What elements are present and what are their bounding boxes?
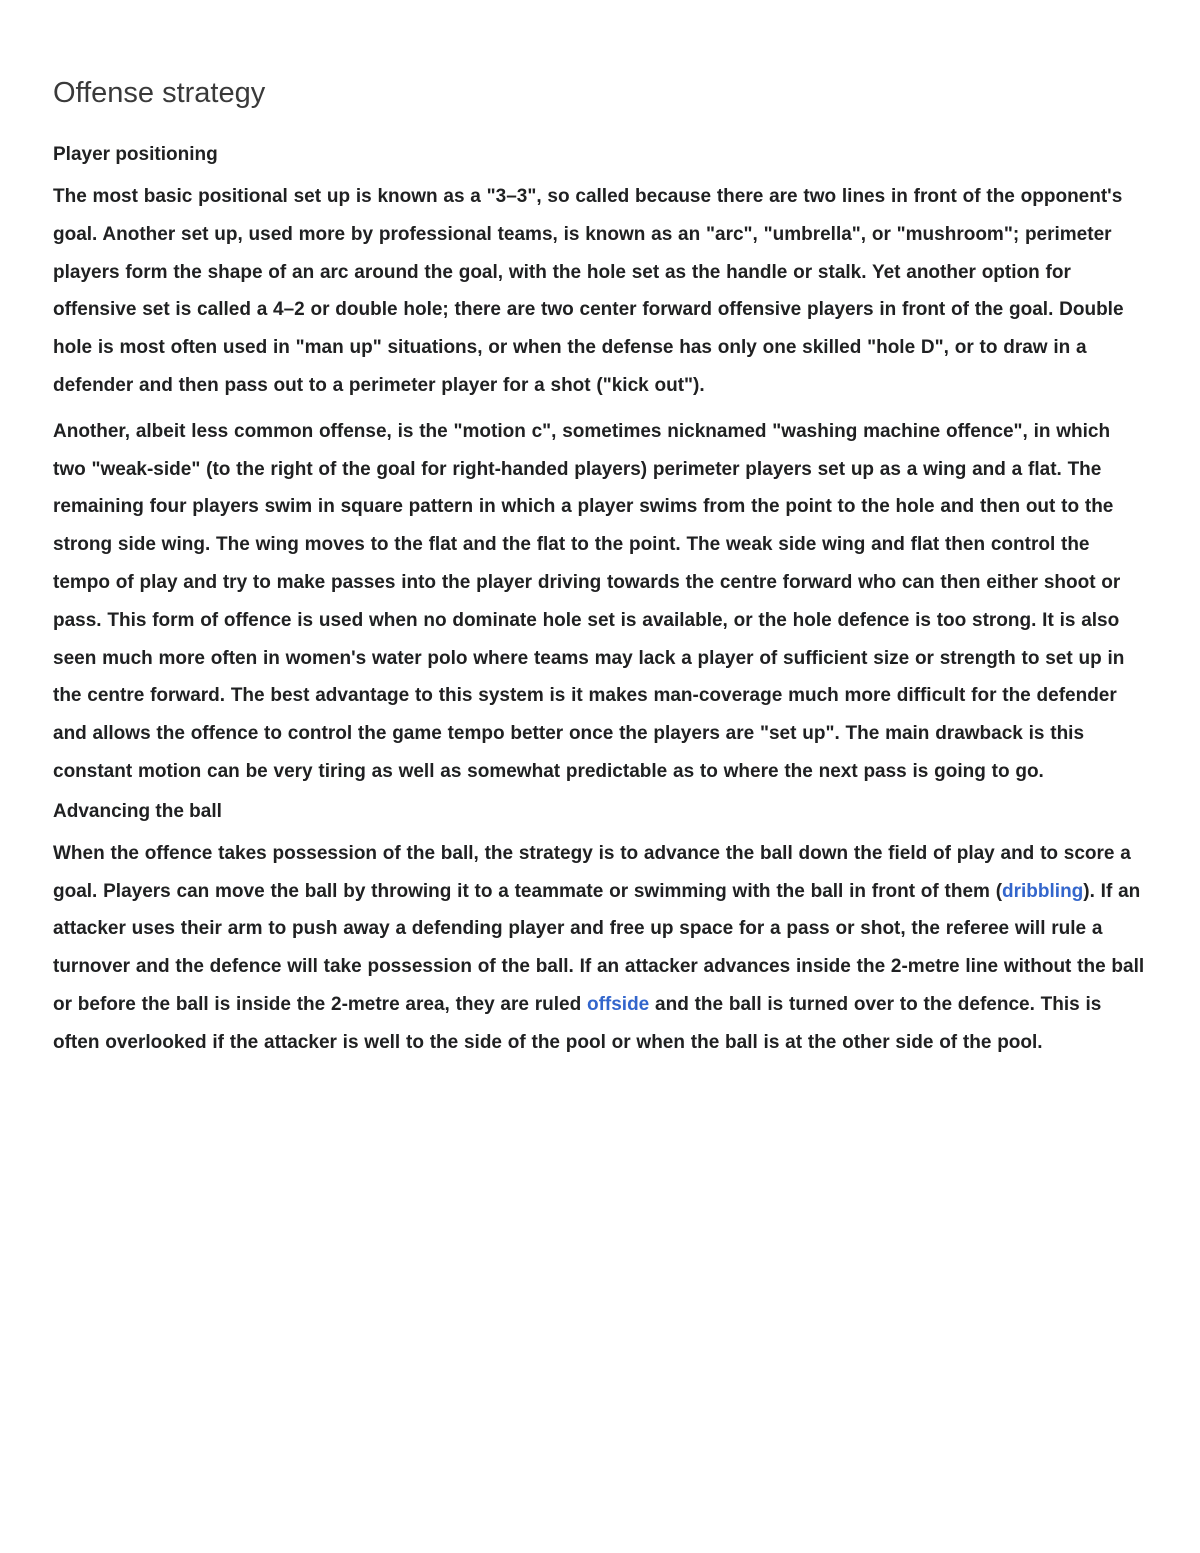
- paragraph-text-part: When the offence takes possession of the ball, the strategy is to advance the ball down the field of play and to score a goal. Players can move the ball by throwing it to a teammate or swimming with the ball in front of them (: [53, 842, 1131, 902]
- paragraph-text-part: and the ball is turned over to the defence. This is often overlooked if the attacker is well to the side of the pool or when the ball is at the other side of the pool.: [53, 993, 1102, 1053]
- section-heading-advancing-the-ball: Advancing the ball: [53, 800, 222, 822]
- section-heading-player-positioning: Player positioning: [53, 144, 218, 165]
- dribbling-link[interactable]: dribbling: [1002, 880, 1084, 902]
- page-title: Offense strategy: [53, 77, 266, 109]
- paragraph-motion-c: Another, albeit less common offense, is the "motion c", sometimes nicknamed "washing machine offence", in which two "weak-side" (to the right of the goal for right-handed players) perimeter players set up as a wing and a flat. The remaining four players swim in square pattern in which a player swims from the point to the hole and then out to the strong side wing. The wing moves to the flat and the flat to the point. The weak side wing and flat then control the tempo of play and try to make passes into the player driving towards the centre forward who can then either shoot or pass. This form of offence is used when no dominate hole set is available, or the hole defence is too strong. It is also seen much more often in women's water polo where teams may lack a player of sufficient size or strength to set up in the centre forward. The best advantage to this system is it makes man-coverage much more difficult for the defender and allows the offence to control the game tempo better once the players are "set up". The main drawback is this constant motion can be very tiring as well as somewhat predictable as to where the next pass is going to go.: [53, 420, 1125, 782]
- paragraph-text-part: ). If an attacker uses their arm to push away a defending player and free up space for a pass or shot, the referee will rule a turnover and the defence will take possession of the ball. If an attacker advances inside the 2-metre line without the ball or before the ball is inside the 2-metre area, they are ruled: [53, 880, 1145, 1015]
- article-body: [53, 72, 1147, 1070]
- offside-link[interactable]: offside: [586, 993, 650, 1015]
- paragraph-advancing-the-ball: [53, 835, 1147, 1062]
- paragraph-basic-setup: The most basic positional set up is known as a "3–3", so called because there are two lines in front of the opponent's goal. Another set up, used more by professional teams, is known as an "arc", "umbrella", or "mushroom"; perimeter players form the shape of an arc around the goal, with the hole set as the handle or stalk. Yet another option for offensive set is called a 4–2 or double hole; there are two center forward offensive players in front of the goal. Double hole is most often used in "man up" situations, or when the defense has only one skilled "hole D", or to draw in a defender and then pass out to a perimeter player for a shot ("kick out").: [53, 186, 1124, 396]
